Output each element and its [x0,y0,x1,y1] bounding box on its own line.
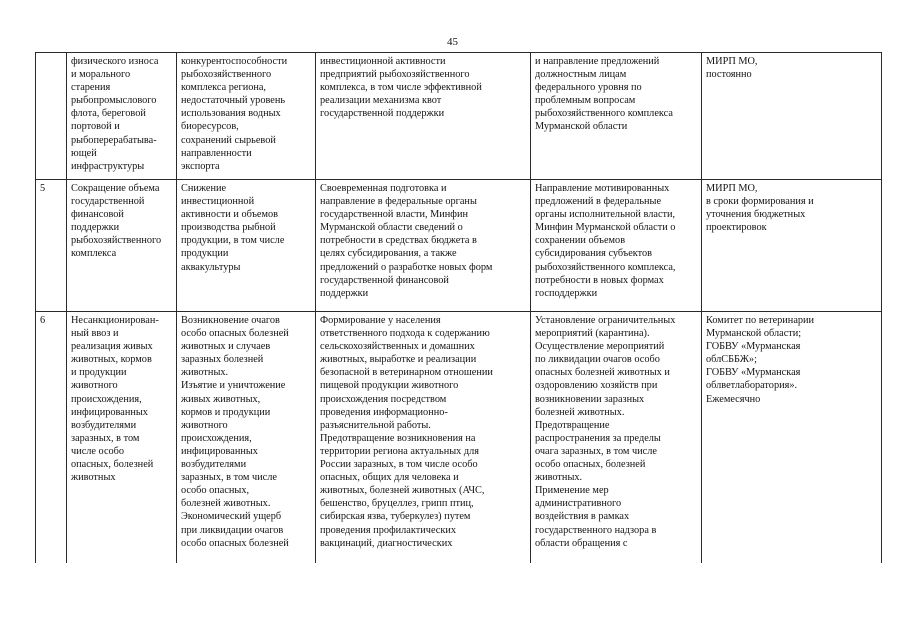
risk-cell: Сокращение объема государственной финансовой поддержки рыбохозяйственного комплекса [67,180,177,312]
responsible-cell: МИРП МО, постоянно [702,53,882,180]
row-number-cell: 6 [36,312,67,564]
consequence-cell: Возникновение очагов особо опасных болезней животных и случаев заразных болезней животных. Изъятие и уничтожение живых животных, кормов и продукции животного происхождения, инфицированных возбудителями заразных, в том числе особо опасных, болезней животных. Экономический ущерб при ликвидации очагов особо опасных болезней [177,312,316,564]
prevention-cell: Формирование у населения ответственного подхода к содержанию сельскохозяйственных и домашних животных, выработке и реализации безопасной в ветеринарном отношении пищевой продукции животного происхождения посредством проведения информационно- разъяснительной работы. Предотвращение возникновения на территории региона актуальных для России заразных, в том числе особо опасных, общих для человека и животных, болезней животных (АЧС, бешенство, бруцеллез, грипп птиц, сибирская язва, туберкулез) путем проведения профилактических вакцинаций, диагностических [316,312,531,564]
risk-cell: физического износа и морального старения рыбопромыслового флота, береговой портовой и рыбоперерабатыва- ющей инфраструктуры [67,53,177,180]
mitigation-cell: Установление ограничительных мероприятий (карантина). Осуществление мероприятий по ликвидации очагов особо опасных болезней животных и оздоровлению хозяйств при возникновении заразных болезней животных. Предотвращение распространения за пределы очага заразных, в том числе особо опасных, болезней животных. Применение мер административного воздействия в рамках государственного надзора в области обращения с [531,312,702,564]
consequence-cell: конкурентоспособности рыбохозяйственного комплекса региона, недостаточный уровень использования водных биоресурсов, сохранений сырьевой направленности экспорта [177,53,316,180]
mitigation-cell: Направление мотивированных предложений в федеральные органы исполнительной власти, Минфин Мурманской области о сохранении объемов субсидирования субъектов рыбохозяйственного комплекса, потребности в новых формах господдержки [531,180,702,312]
prevention-cell: Своевременная подготовка и направление в федеральные органы государственной власти, Минфин Мурманской области сведений о потребности в средствах бюджета в целях субсидирования, а также предложений о разработке новых форм государственной финансовой поддержки [316,180,531,312]
table-row [36,53,882,180]
row-number-cell [36,53,67,180]
table-row [36,312,882,564]
page-number: 45 [447,36,458,48]
table-row [36,180,882,312]
consequence-cell: Снижение инвестиционной активности и объемов производства рыбной продукции, в том числе продукции аквакультуры [177,180,316,312]
risk-table [35,52,882,563]
responsible-cell: МИРП МО, в сроки формирования и уточнения бюджетных проектировок [702,180,882,312]
responsible-cell: Комитет по ветеринарии Мурманской области; ГОБВУ «Мурманская облСББЖ»; ГОБВУ «Мурманская облветлаборатория». Ежемесячно [702,312,882,564]
mitigation-cell: и направление предложений должностным лицам федерального уровня по проблемным вопросам рыбохозяйственного комплекса Мурманской области [531,53,702,180]
row-number-cell: 5 [36,180,67,312]
risk-cell: Несанкционирован- ный ввоз и реализация живых животных, кормов и продукции животного происхождения, инфицированных возбудителями заразных, в том числе особо опасных, болезней животных [67,312,177,564]
prevention-cell: инвестиционной активности предприятий рыбохозяйственного комплекса, в том числе эффективной реализации механизма квот государственной поддержки [316,53,531,180]
